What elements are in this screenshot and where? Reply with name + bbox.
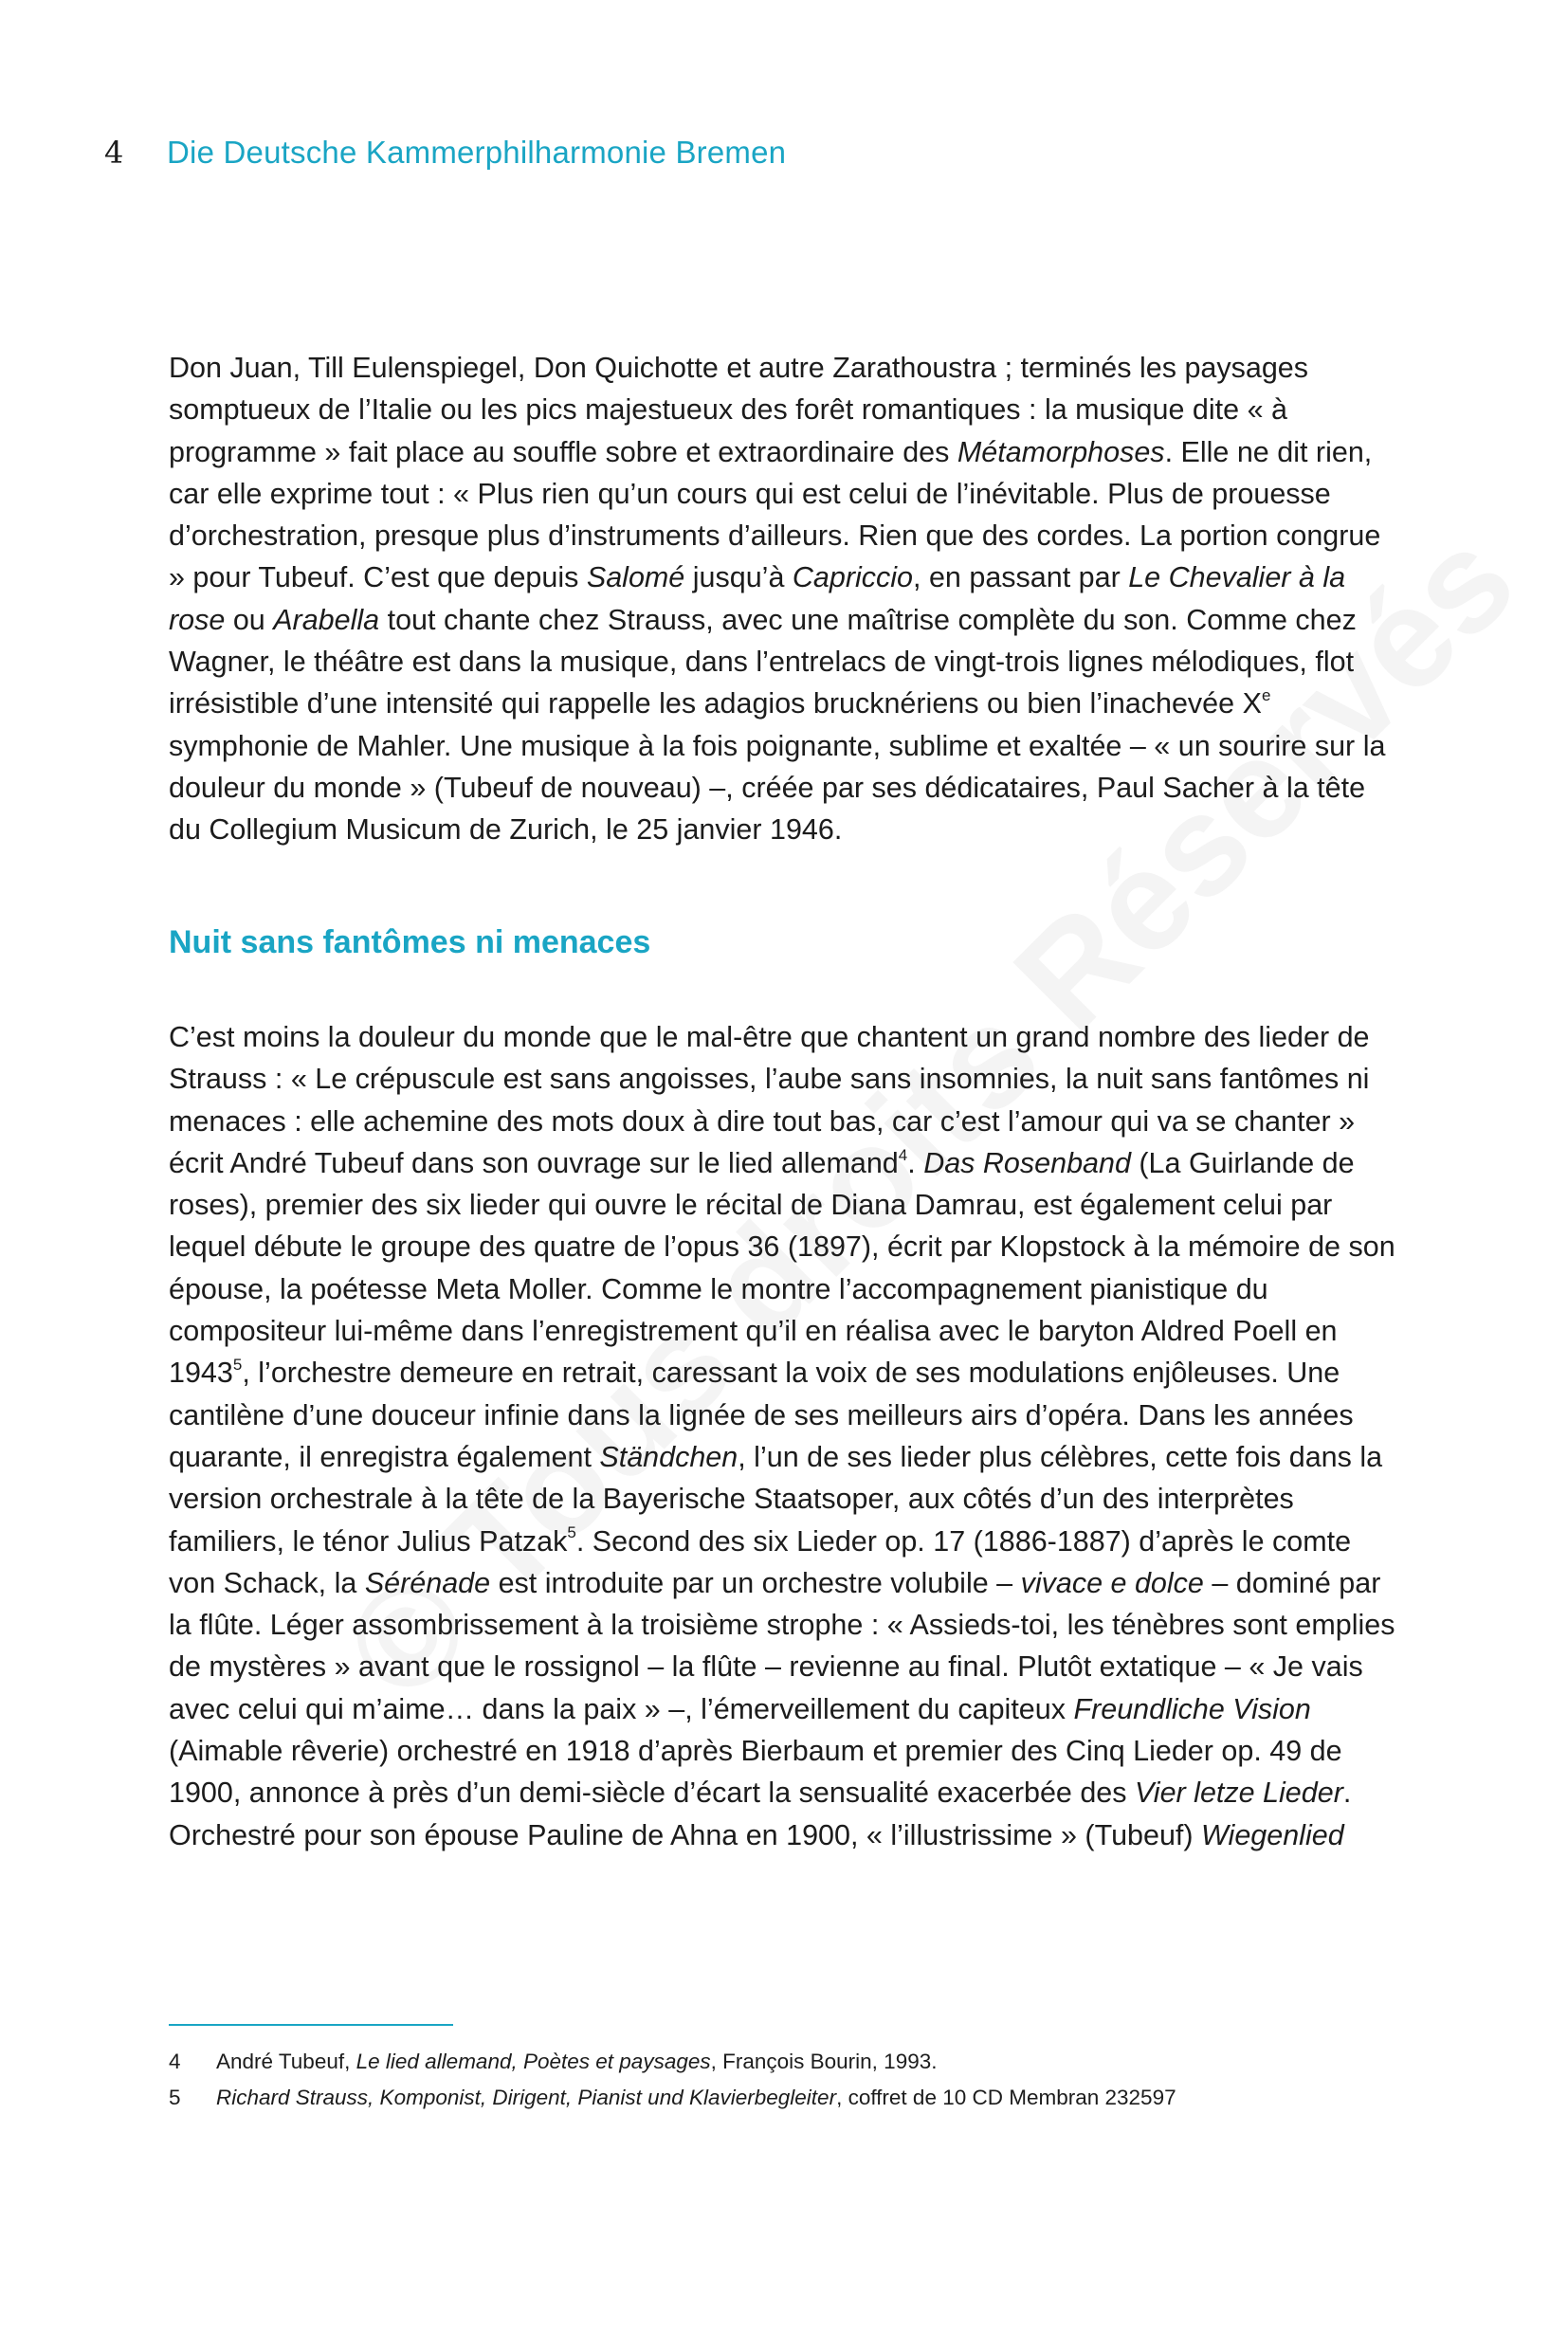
text-run: – dominé par la flûte. Léger assombrissement à la troisième strophe : « Assieds-toi, les ténèbres sont emplies de mystères » avant que le rossignol – la flûte – revienne au final. Plutôt extatique – « Je vais avec celui qui m’aime… dans la paix » –, l’émerveillement du capiteux <box>169 1566 1395 1725</box>
text-run: tout chante chez Strauss, avec une maîtrise complète du son. Comme chez Wagner, le théâtre est dans la musique, dans l’entrelacs de vingt-trois lignes mélodiques, flot irrésistible d’une intensité qui rappelle les adagios brucknériens ou bien l’inachevée X <box>169 603 1357 720</box>
text-run: , l’orchestre demeure en retrait, caressant la voix de ses modulations enjôleuses. Une cantilène d’une douceur infinie dans la lignée de ses meilleurs airs d’opéra. Dans les années quarante, il enregistra également <box>169 1357 1354 1473</box>
footnote-4 <box>169 2050 1401 2086</box>
text-run: jusqu’à <box>684 561 793 594</box>
text-run: . <box>907 1146 924 1179</box>
footnote-number: 5 <box>169 2086 181 2109</box>
italic-text: Le Chevalier à la rose <box>169 561 1346 636</box>
footnote-ref: e <box>1261 686 1271 705</box>
italic-text: vivace e dolce <box>1020 1566 1204 1599</box>
page-number: 4 <box>104 135 124 171</box>
text-run: , François Bourin, 1993. <box>710 2050 938 2073</box>
footnote-number: 4 <box>169 2050 181 2073</box>
text-run: , l’un de ses lieder plus célèbres, cette fois dans la version orchestrale à la tête de la Bayerische Staatsoper, aux côtés d’un des interprètes familiers, le ténor Julius Patzak <box>169 1440 1383 1558</box>
text-run: André Tubeuf, <box>216 2050 356 2073</box>
footnote-rule <box>169 2024 453 2026</box>
running-header <box>104 135 786 171</box>
text-run: C’est moins la douleur du monde que le mal-être que chantent un grand nombre des lieder de Strauss : « Le crépuscule est sans angoisses, l’aube sans insomnies, la nuit sans fantômes ni menaces : elle achemine des mots doux à dire tout bas, car c’est l’amour qui va se chanter » écrit André Tubeuf dans son ouvrage sur le lied allemand <box>169 1021 1370 1179</box>
section-heading: Nuit sans fantômes ni menaces <box>169 924 651 960</box>
text-run: . Elle ne dit rien, car elle exprime tout : « Plus rien qu’un cours qui est celui de l’inévitable. Plus de prouesse d’orchestration, presque plus d’instruments d’ailleurs. Rien que des cordes. La portion congrue » pour Tubeuf. C’est que depuis <box>169 435 1381 594</box>
text-run: . Second des six Lieder op. 17 (1886-1887) d’après le comte von Schack, la <box>169 1524 1352 1599</box>
footnote-text <box>216 2086 1176 2110</box>
italic-text: Das Rosenband <box>923 1146 1131 1179</box>
italic-text: Métamorphoses <box>957 435 1165 468</box>
text-run: . Orchestré pour son épouse Pauline de Ahna en 1900, « l’illustrissime » (Tubeuf) <box>169 1777 1352 1851</box>
text-run: (Aimable rêverie) orchestré en 1918 d’après Bierbaum et premier des Cinq Lieder op. 49 de 1900, annonce à près d’un demi-siècle d’écart la sensualité exacerbée des <box>169 1735 1342 1810</box>
italic-text: Wiegenlied <box>1201 1818 1344 1851</box>
text-run: , coffret de 10 CD Membran 232597 <box>836 2086 1176 2109</box>
text-run: ou <box>225 603 274 636</box>
text-run: symphonie de Mahler. Une musique à la fois poignante, sublime et exaltée – « un sourire sur la douleur du monde » (Tubeuf de nouveau) –, créée par ses dédicataires, Paul Sacher à la tête du Collegium Musicum de Zurich, le 25 janvier 1946. <box>169 729 1386 847</box>
italic-text: Le lied allemand, Poètes et paysages <box>356 2050 711 2073</box>
italic-text: Salomé <box>586 561 685 594</box>
footnotes <box>169 2050 1401 2122</box>
footnote-text <box>216 2050 938 2074</box>
text-run: , en passant par <box>913 561 1129 594</box>
italic-text: Arabella <box>273 603 380 636</box>
italic-text: Vier letze Lieder <box>1135 1777 1343 1810</box>
running-title: Die Deutsche Kammerphilharmonie Bremen <box>167 135 787 170</box>
footnote-ref: 5 <box>232 1356 243 1375</box>
italic-text: Richard Strauss, Komponist, Dirigent, Pianist und Klavierbegleiter <box>216 2086 837 2109</box>
italic-text: Capriccio <box>792 561 914 594</box>
text-run: (La Guirlande de roses), premier des six lieder qui ouvre le récital de Diana Damrau, est également celui par lequel débute le groupe des quatre de l’opus 36 (1897), écrit par Klopstock à la mémoire de son épouse, la poétesse Meta Moller. Comme le montre l’accompagnement pianistique du compositeur lui-même dans l’enregistrement qu’il en réalisa avec le baryton Aldred Poell en 1943 <box>169 1146 1395 1390</box>
body-paragraph-1 <box>169 347 1401 851</box>
footnote-5 <box>169 2086 1401 2122</box>
text-run: est introduite par un orchestre volubile – <box>490 1566 1021 1599</box>
footnote-ref: 5 <box>567 1523 576 1542</box>
italic-text: Sérénade <box>364 1566 491 1599</box>
footnote-ref: 4 <box>898 1145 908 1164</box>
italic-text: Ständchen <box>599 1440 738 1473</box>
italic-text: Freundliche Vision <box>1073 1692 1311 1725</box>
body-paragraph-2 <box>169 1016 1401 1856</box>
text-run: Don Juan, Till Eulenspiegel, Don Quichotte et autre Zarathoustra ; terminés les paysages somptueux de l’Italie ou les pics majestueux des forêt romantiques : la musique dite « à programme » fait place au souffle sobre et extraordinaire des <box>169 352 1309 468</box>
